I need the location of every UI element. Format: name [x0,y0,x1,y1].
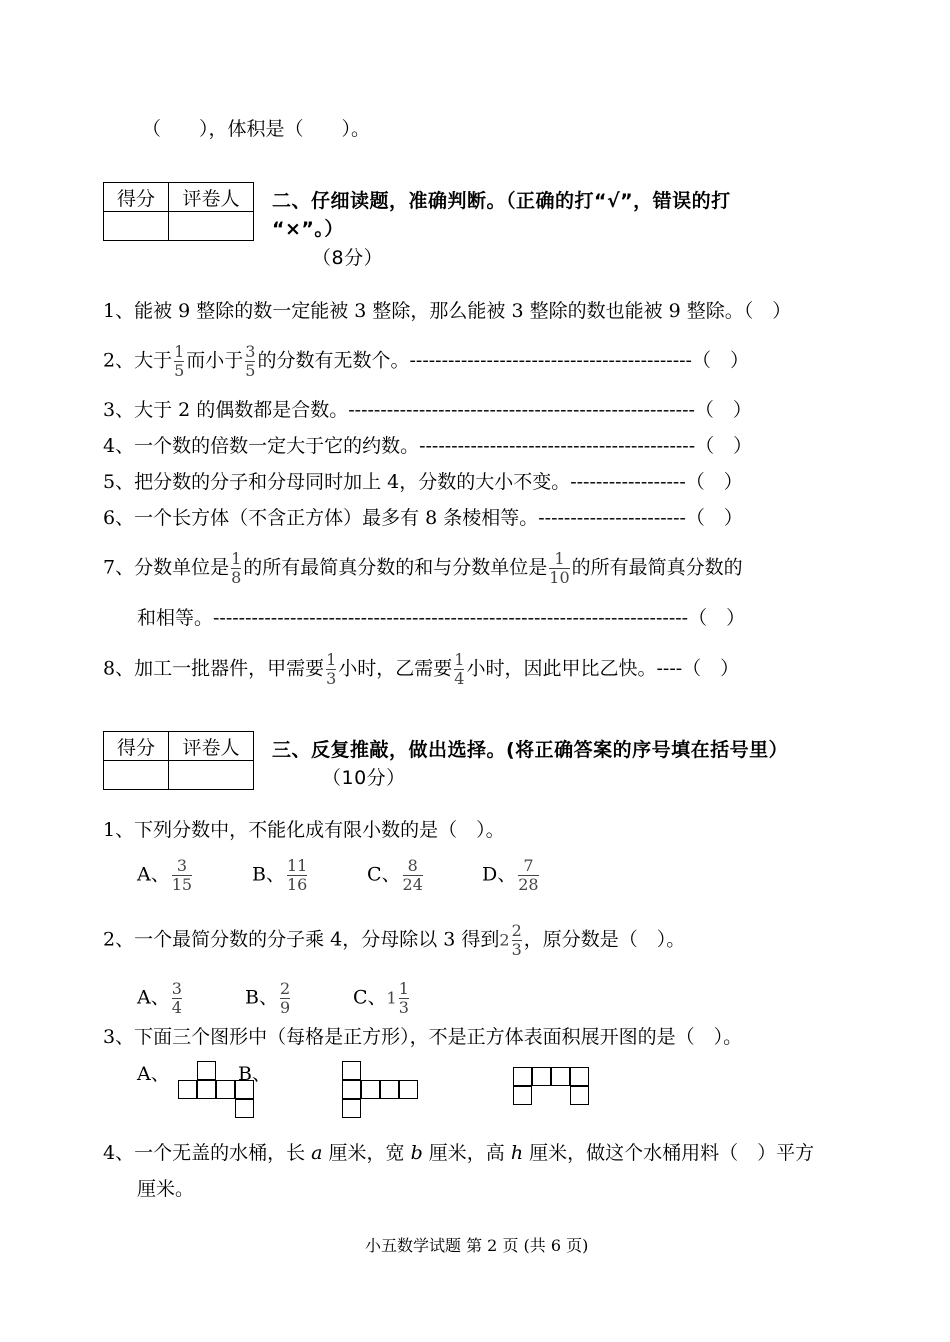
grid-square [513,1067,532,1086]
grid-square [380,1080,399,1099]
grader-cell[interactable] [169,212,254,241]
score-cell[interactable] [104,212,169,241]
s3-q4-cont: 厘米。 [137,1178,195,1200]
s3-q4: 4、一个无盖的水桶，长 a 厘米，宽 b 厘米，高 h 厘米，做这个水桶用料（ ）平方 [103,1142,815,1164]
grid-square [342,1099,361,1118]
option-d: D、 $\frac{7}{28}$ [482,856,539,894]
grid-square [216,1080,235,1099]
grid-square [551,1067,570,1086]
grid-square [399,1080,418,1099]
fraction: $\frac{1}{3}$ [326,650,337,688]
grid-square [342,1061,361,1080]
grid-square [197,1061,216,1080]
s3-q1-options [137,857,597,894]
page-footer: 小五数学试题 第 2 页 (共 6 页) [365,1236,589,1255]
s3-q2-options [137,980,461,1017]
section2-title-2: “×”。） [272,218,344,240]
fraction: $\frac{1}{5}$ [174,342,185,380]
grid-square [570,1067,589,1086]
s3-q3: 3、下面三个图形中（每格是正方形），不是正方体表面积展开图的是（ ）。 [103,1026,743,1048]
grid-square [532,1067,551,1086]
s3-q2: 2、一个最简分数的分子乘 4，分母除以 3 得到2 $\frac{2}{3}$ ，原分数是（ ）。 [103,921,686,959]
grid-square [178,1080,197,1099]
score-header: 得分 [104,183,169,212]
section3-title: 三、反复推敲，做出选择。(将正确答案的序号填在括号里） [272,739,789,761]
fraction: $\frac{3}{5}$ [245,342,256,380]
fraction: $\frac{2}{3}$ [511,921,522,959]
score-table-section3 [103,731,254,790]
section2-points: （8分） [312,247,384,269]
s2-q7-cont: 和相等。--------------------------------------------------------------------------（ ） [137,607,746,629]
option-a: A、 $\frac{3}{15}$ [137,856,193,894]
s2-q5: 5、把分数的分子和分母同时加上 4，分数的大小不变。------------------（ ） [103,471,743,493]
option-c: C、1 $\frac{1}{3}$ [353,979,409,1017]
grid-square [197,1080,216,1099]
option-a: A、 $\frac{3}{4}$ [137,979,182,1017]
s2-q2 [103,343,749,380]
option-c: C、 $\frac{8}{24}$ [367,856,423,894]
s2-q6: 6、一个长方体（不含正方体）最多有 8 条棱相等。-----------------------（ ） [103,507,743,529]
score-header: 得分 [104,732,169,761]
score-table-section2 [103,182,254,241]
s2-q2-text-b: 而小于 [186,349,244,372]
grid-square [570,1086,589,1105]
grader-header: 评卷人 [169,732,254,761]
grid-square [235,1080,254,1099]
s3-q3-label-b: B、 [238,1063,271,1085]
s2-q3: 3、大于 2 的偶数都是合数。------------------------------------------------------（ ） [103,399,752,421]
s2-q2-text-c: 的分数有无数个。--------------------------------------------（ ） [257,349,749,372]
grader-cell[interactable] [169,761,254,790]
fraction: $\frac{1}{10}$ [549,549,570,587]
option-b: B、 $\frac{11}{16}$ [252,856,308,894]
s2-q1: 1、能被 9 整除的数一定能被 3 整除，那么能被 3 整除的数也能被 9 整除。（ ） [103,300,792,322]
s2-q4: 4、一个数的倍数一定大于它的约数。-------------------------------------------（ ） [103,435,753,457]
s2-q8: 8、加工一批器件，甲需要 $\frac{1}{3}$ 小时，乙需要 $\frac{1}{4}$ 小时，因此甲比乙快。----（ ） [103,650,740,688]
s2-q7: 7、分数单位是 $\frac{1}{8}$ 的所有最简真分数的和与分数单位是 $\frac{1}{10}$ 的所有最简真分数的 [103,549,743,587]
grid-square [342,1080,361,1099]
s3-q1: 1、下列分数中，不能化成有限小数的是（ ）。 [103,819,505,841]
option-b: B、 $\frac{2}{9}$ [245,979,291,1017]
score-cell[interactable] [104,761,169,790]
grid-square [513,1086,532,1105]
fraction: $\frac{1}{4}$ [454,650,465,688]
grid-square [361,1080,380,1099]
grader-header: 评卷人 [169,183,254,212]
s2-q2-text-a: 2、大于 [103,349,173,372]
section3-points: （10分） [322,767,406,789]
top-line: （ ），体积是（ ）。 [142,118,371,140]
fraction: $\frac{1}{8}$ [231,549,242,587]
section2-title: 二、仔细读题，准确判断。（正确的打“√”，错误的打 [272,190,731,212]
s3-q3-label-a: A、 [137,1063,170,1085]
grid-square [235,1099,254,1118]
